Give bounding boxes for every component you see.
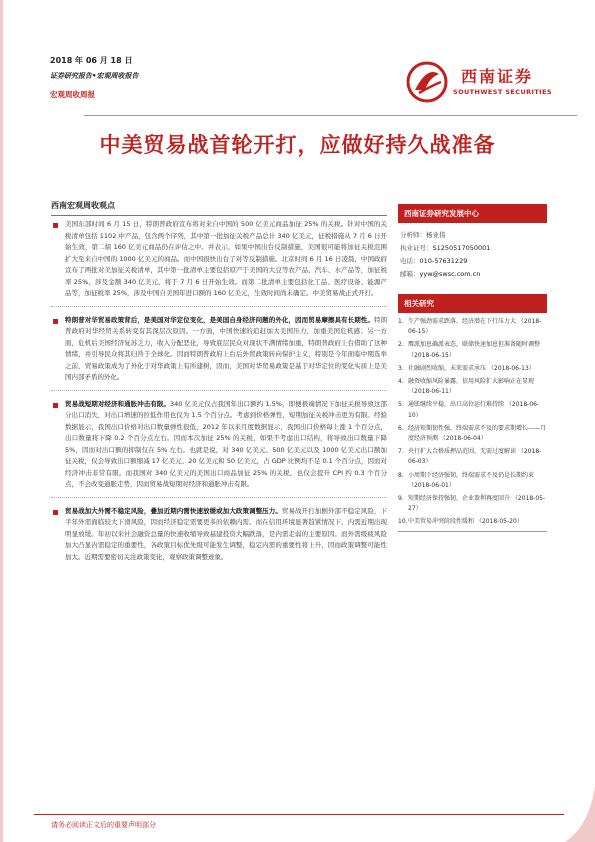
summary-bullet [51,497,387,564]
summary-bullet [51,306,387,384]
sidebar [398,204,547,532]
analyst-info [398,223,547,281]
related-research-item[interactable]: 4. 融资收缩风险暴露，信用风险扩大影响正在显现 （2018-06-11） [398,378,535,396]
related-research-item[interactable]: 8. 小周期下经济强韧，终端需求不及仍是长期约束 （2018-06-01） [398,471,535,489]
summary-bullet [51,219,387,300]
bullet-text: 340 亿美元仅占我国年出口额约 1.5%，即便极端情况下加征关税导致这部分出口消失，对出口增速的拉低作用也仅为 1.5 个百分点。考虑到价格弹性，短期加征关税冲击更为有限。经验数据显示，我国出口价格对出口数量弹性很低，2012 年以来月度数据显示，我国出口价格每上涨 1 个百分点，出口数量将下降 0.2 个百分点左右。因而本次加征 25% 的关税，如果不考虑出口结构，将导致出口数量下降 5%，因而对出口额的抑制仅在 5% 左右。也就是说，对 340 亿美元、500 亿美元以及 1000 亿美元出口额加征关税，仅会导致出口额缩减 17 亿美元、20 亿美元和 50 亿美元，占 GDP 比例均不足 0.1 个百分点，因而对经济冲击非常有限。而我国对 340 亿美元的美国出口商品加征 25% 的关税，也仅会提升 CPI 约 0.3 个百分点，不会改变通胀走势，因而贸易战短期对经济和通胀冲击有限。 [65,399,387,488]
related-research-item[interactable]: 6. 经济短期韧性强，终端需求不及的要求期增长——月度经济预测 （2018-06-04） [398,424,547,443]
bullet-lead: 贸易战加大外需不稳定风险，叠加近期内需快速放缓或加大政策调整压力。 [65,506,282,515]
bullet-text: 美国东部时间 6 月 15 日，特朗普政府宣布将对来自中国的 500 亿美元商品加征 25% 的关税。针对中国的关税清单包括 1102 中产品，包含两个序列，其中第一批加征关税产品总计 340 亿美元，征税措施从 7 月 6 日开始生效，第二組 160 亿美元商品仍在评估之中。并表示，如果中国出台反制措施，美国很可能将加征关税范围扩大至来自中国的 1000 亿美元的商品。而中国很快出台了对等反制措施。北京时间 6 月 16 日凌晨，中国政府宣布了两批对美加征关税清单，其中第一批清单主要包括原产于美国的大豆等农产品、汽车、水产品等，加征税率 25%，涉及金额 340 亿美元，将于 7 月 6 日开始生效。而第二批清单主要包括化工品、医疗设备、能源产品等，加征税率 25%，涉及中国自美国年进口额的 160 亿美元，生效时间尚未确定。中美贸易战正式开打。 [65,220,387,297]
analyst-row-license: 执业证号：S1250517050001 [400,244,491,252]
page-corner-decoration [555,786,595,842]
summary-section [51,200,387,563]
report-header [34,14,579,114]
report-date: 2018 年 06 月 18 日 [50,56,133,65]
header-divider [84,115,577,116]
related-research-item[interactable]: 9. 短期经济保持强韧，企业盈利再度回升 （2018-05-27） [398,495,546,513]
summary-heading: 西南宏观周收观点 [51,200,387,216]
sidebar-divider [398,531,547,532]
disclaimer-note: 请务必阅读正文后的重要声明部分 [51,821,156,829]
bullet-lead: 特朗普对华贸易政策背后，是美国对华定位变化，是美国自身经济问题的外化，因而贸易摩擦具有长期性。 [65,315,374,324]
related-research-item[interactable]: 7. 央行扩大合格质押品范围，无需过度解读 （2018-06-03） [398,448,542,466]
related-research-item[interactable]: 2. 鹰派加息确派表态，联储快速加息但准备随时调整 （2018-06-15） [398,341,541,359]
logo-name-en: SOUTHWEST SECURITIES [453,88,552,96]
footer-divider [34,814,564,815]
bullet-text: 贸易战开打加剧外部不稳定风险，下半年外需面临较大下滑风险，因而经济稳定需要更多的依赖内需。而在信用环境显著趋紧情况下，内需近期出现明显放缓。年初以来社会融资总量的快速收缩导致基建投资大幅跌落，是内需走弱的主要原因。而外需级疲风险加大凸显内需稳定的重要性，各政策目标优先级可能发生调整，稳定内需的重要性将上升，因而政策调整可能性加大。近期需要密切关注政策变化，观察政策调整迹象。 [65,506,388,561]
analyst-row-phone: 电话：010-57631229 [400,257,468,265]
report-type: 宏观周收周报 [50,90,95,99]
related-research-item[interactable]: 1. 生产强劲需求跌落，经济潜在下行压力大 （2018-06-15） [398,318,542,336]
bullet-text: 特朗普政府对华经贸关系转变有其深层次原因。一方面，中国快速的追赶加大美国压力，加重美国危机感；另一方面，危机后美国经济复苏乏力，收入分配恶化，导致底层民众对现状不满情绪加重，特朗普政府上台借助了这种情绪，并引导民众将其归咎于全球化。因而特朗普政府上台后外贸政策转向保护主义，特别是今年面临中期选举之前，贸易政策成为了外化于对华政策上有所建树，因而，美国对华贸易政策是基于对华定位的变化实质上是美国内部矛盾的外化。 [65,315,388,381]
bullet-square-icon [53,223,58,228]
bullet-square-icon [53,403,58,408]
report-series: 证券研究报告•宏观周收报告 [50,72,139,80]
analyst-row-email[interactable]: 邮箱：yyw@swsc.com.cn [400,270,481,278]
logo-name-cn: 西南证券 [461,67,534,86]
report-title: 中美贸易战首轮开打，应做好持久战准备 [99,132,496,157]
page-left-accent [0,0,3,842]
analyst-row-name: 分析师：杨业伟 [400,231,446,239]
related-research-item[interactable]: 5. 通胀继续平稳，出口高位运行难持续 （2018-06-10） [398,401,540,419]
research-center-heading: 西南证券研究发展中心 [398,204,547,223]
related-research-list [398,313,547,528]
analyst-email-link[interactable]: yyw@swsc.com.cn [419,270,481,278]
summary-bullet [51,390,387,491]
logo-mark-icon [405,60,449,104]
related-research-heading: 相关研究 [398,294,547,313]
bullet-square-icon [53,510,58,515]
summary-bullets [51,219,387,563]
related-research-item[interactable]: 10. 中美贸易冲突阶段性缓和 （2018-05-20） [398,518,523,526]
related-research-item[interactable]: 3. 社融剧烈收缩，未来需求承压 （2018-06-13） [398,364,535,372]
company-logo [405,60,577,108]
bullet-square-icon [53,319,58,324]
bullet-lead: 贸易战短期对经济和通胀冲击有限。 [65,399,171,408]
